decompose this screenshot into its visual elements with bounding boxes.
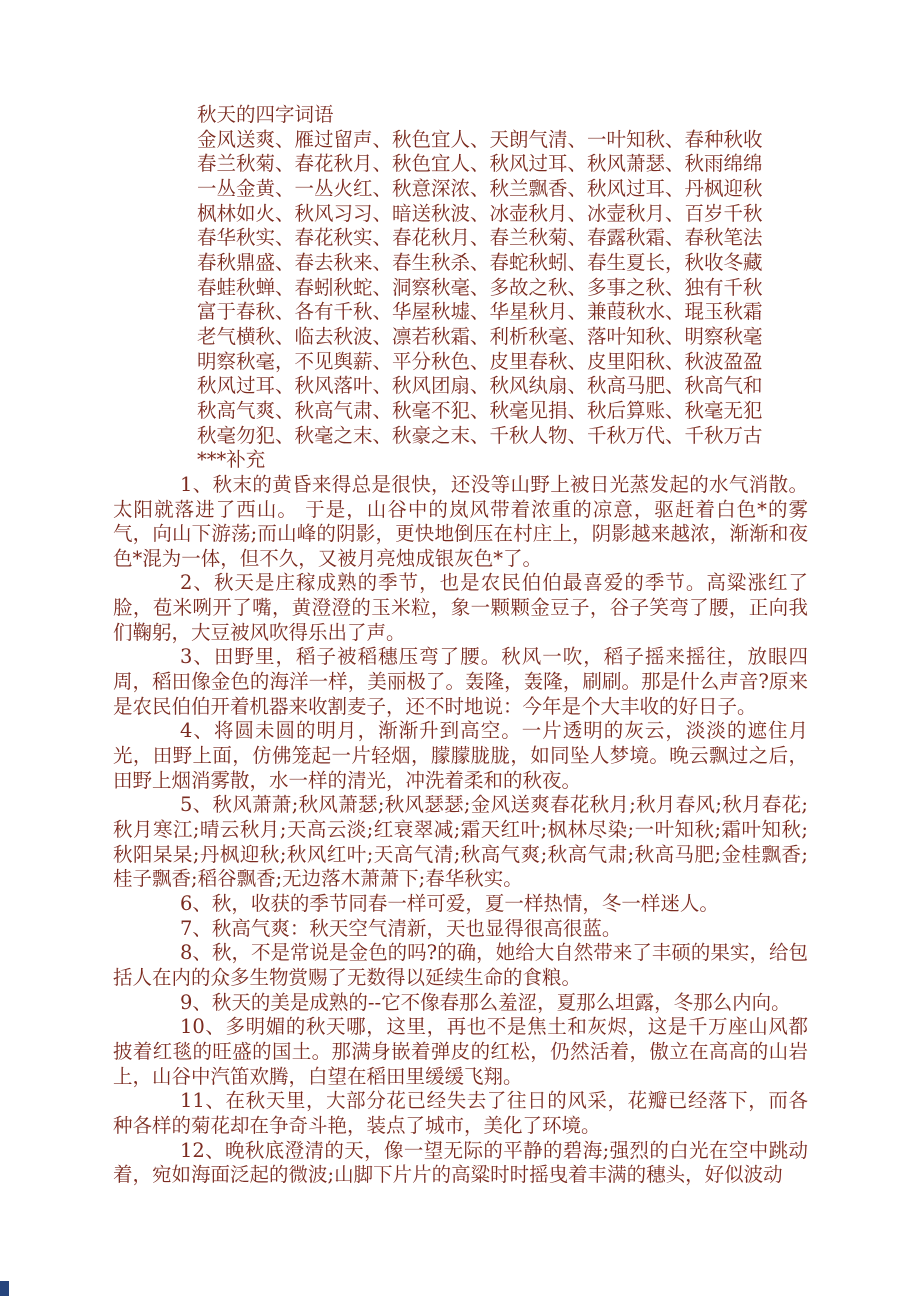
idiom-line: 秋毫勿犯、秋毫之末、秋豪之末、千秋人物、千秋万代、千秋万古 [197, 423, 763, 447]
paragraph: 8、秋，不是常说是金色的吗?的确，她给大自然带来了丰硕的果实，给包括人在内的众多生物赏赐了无数得以延续生命的食粮。 [113, 941, 808, 989]
idiom-line: 秋风过耳、秋风落叶、秋风团扇、秋风纨扇、秋高马肥、秋高气和 [197, 374, 763, 398]
paragraph: 12、晚秋底澄清的天，像一望无际的平静的碧海;强烈的白光在空中跳动着，宛如海面泛起的微波;山脚下片片的高粱时时摇曳着丰满的穗头，好似波动 [113, 1138, 808, 1187]
idiom-line: 春秋鼎盛、春去秋来、春生秋杀、春蛇秋蚓、春生夏长，秋收冬藏 [197, 250, 763, 274]
idiom-line: 富于春秋、各有千秋、华屋秋墟、华星秋月、兼葭秋水、琨玉秋霜 [197, 300, 763, 324]
idiom-line: 金风送爽、雁过留声、秋色宜人、天朗气清、一叶知秋、春种秋收 [197, 127, 763, 151]
paragraph: 2、秋天是庄稼成熟的季节，也是农民伯伯最喜爱的季节。高粱涨红了脸，苞米咧开了嘴，黄澄澄的玉米粒，象一颗颗金豆子，谷子笑弯了腰，正向我们鞠躬，大豆被风吹得乐出了声。 [113, 571, 808, 644]
paragraph: 9、秋天的美是成熟的--它不像春那么羞涩，夏那么坦露，冬那么内向。 [180, 990, 791, 1014]
paragraph: 5、秋风萧萧;秋风萧瑟;秋风瑟瑟;金风送爽春花秋月;秋月春风;秋月春花;秋月寒江;晴云秋月;天高云淡;红衰翠减;霜天红叶;枫林尽染;一叶知秋;霜叶知秋;秋阳杲杲;丹枫迎秋;秋风红叶;天高气清;秋高气爽;秋高气肃;秋高马肥;金桂飘香;桂子飘香;稻谷飘香;无边落木萧萧下;春华秋实。 [113, 793, 808, 891]
paragraph: 1、秋末的黄昏来得总是很快，还没等山野上被日光蒸发起的水气消散。太阳就落进了西山。 于是，山谷中的岚风带着浓重的凉意，驱赶着白色*的雾气，向山下游荡;而山峰的阴影，更快地倒压在村庄上，阴影越来越浓，渐渐和夜色*混为一体，但不久，又被月亮烛成银灰色*了。 [113, 472, 808, 570]
corner-mark [0, 1281, 9, 1296]
paragraph: 6、秋，收获的季节同春一样可爱，夏一样热情，冬一样迷人。 [180, 892, 719, 915]
idiom-line: 春蛙秋蝉、春蚓秋蛇、洞察秋毫、多故之秋、多事之秋、独有千秋 [197, 275, 763, 299]
idiom-line: 枫林如火、秋风习习、暗送秋波、冰壶秋月、冰壸秋月、百岁千秋 [197, 201, 763, 225]
idiom-line: 老气横秋、临去秋波、凛若秋霜、利析秋毫、落叶知秋、明察秋毫 [197, 324, 763, 348]
paragraph: 11、在秋天里，大部分花已经失去了往日的风采，花瓣已经落下，而各种各样的菊花却在争奇斗艳，装点了城市，美化了环境。 [113, 1089, 808, 1137]
document-page [113, 103, 808, 1188]
paragraph: 10、多明媚的秋天哪，这里，再也不是焦土和灰烬，这是千万座山风都披着红毯的旺盛的国土。那满身嵌着弹皮的红松，仍然活着，傲立在高高的山岩上，山谷中汽笛欢腾，白望在稻田里缓缓飞翔。 [113, 1015, 808, 1088]
idiom-line: 一丛金黄、一丛火红、秋意深浓、秋兰飘香、秋风过耳、丹枫迎秋 [197, 176, 763, 200]
idiom-line: 秋高气爽、秋高气肃、秋毫不犯、秋毫见捐、秋后算账、秋毫无犯 [197, 398, 763, 422]
idiom-line: 明察秋毫，不见舆薪、平分秋色、皮里春秋、皮里阳秋、秋波盈盈 [197, 349, 763, 373]
paragraph: 7、秋高气爽：秋天空气清新，天也显得很高很蓝。 [180, 916, 622, 940]
page-title: 秋天的四字词语 [197, 103, 334, 126]
supplement-label: ***补充 [197, 448, 266, 472]
paragraph: 4、将圆未圆的明月，渐渐升到高空。一片透明的灰云，淡淡的遮住月光，田野上面，仿佛笼起一片轻烟，朦朦胧胧，如同坠人梦境。晚云飘过之后，田野上烟消雾散，水一样的清光，冲洗着柔和的秋夜。 [113, 719, 808, 792]
paragraph: 3、田野里，稻子被稻穗压弯了腰。秋风一吹，稻子摇来摇往，放眼四周，稻田像金色的海洋一样，美丽极了。轰隆，轰隆，刷刷。那是什么声音?原来是农民伯伯开着机器来收割麦子，还不时地说：今年是个大丰收的好日子。 [113, 645, 808, 718]
idiom-line: 春兰秋菊、春花秋月、秋色宜人、秋风过耳、秋风萧瑟、秋雨绵绵 [197, 152, 763, 176]
idiom-line: 春华秋实、春花秋实、春花秋月、春兰秋菊、春露秋霜、春秋笔法 [197, 226, 763, 250]
